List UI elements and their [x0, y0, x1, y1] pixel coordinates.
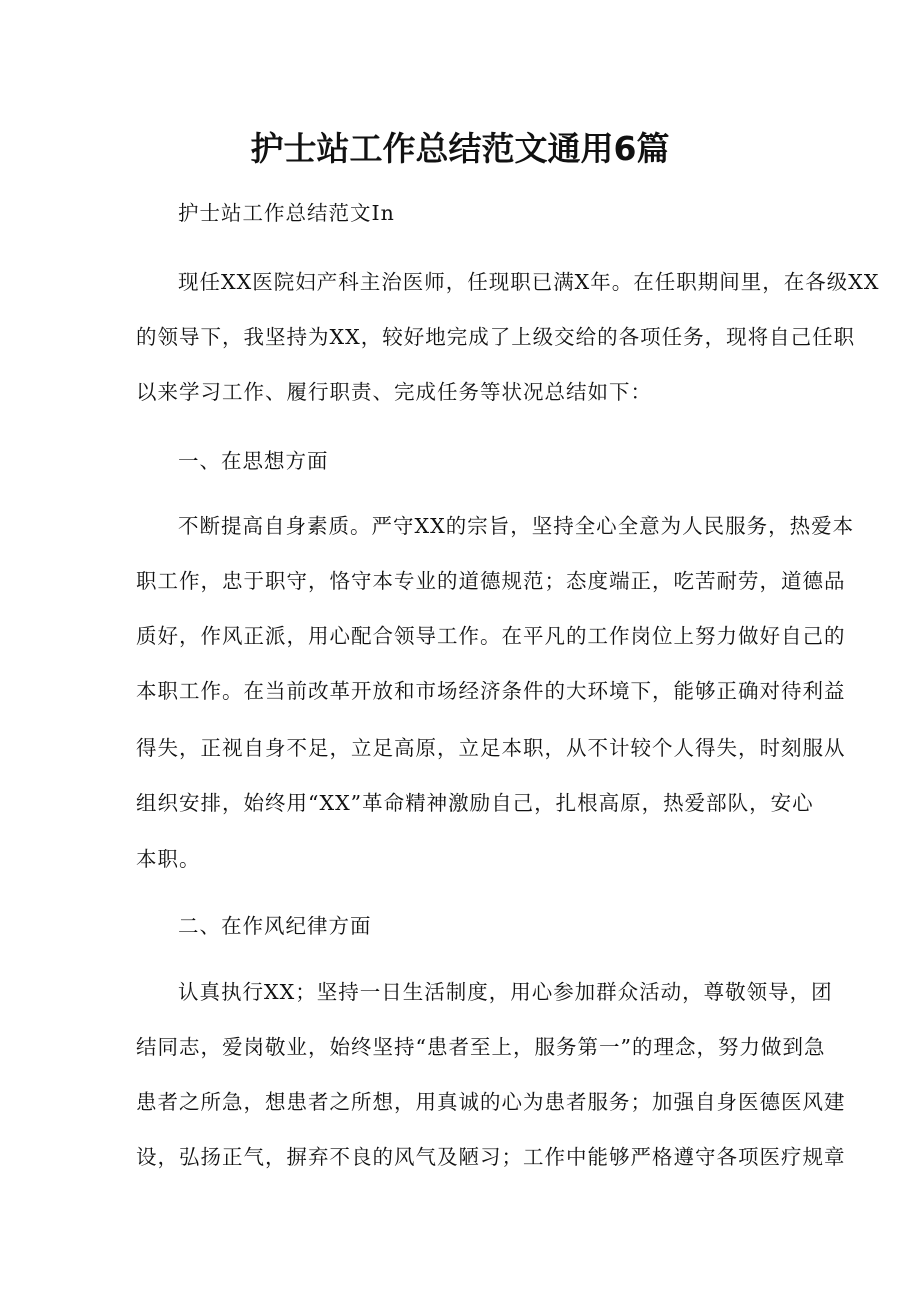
paragraph-line: 现任XX医院妇产科主治医师，任现职已满X年。在任职期间里，在各级XX [178, 270, 880, 294]
section-heading: 二、在作风纪律方面 [178, 914, 372, 938]
paragraph-line: 本职。 [136, 847, 201, 871]
document-title: 护士站工作总结范文通用6篇 [250, 129, 670, 168]
paragraph-line: 不断提高自身素质。严守XX的宗旨，坚持全心全意为人民服务，热爱本 [178, 514, 855, 538]
paragraph-line: 设，弘扬正气，摒弃不良的风气及陋习；工作中能够严格遵守各项医疗规章 [136, 1145, 846, 1169]
paragraph-line: 组织安排，始终用“XX”革命精神激励自己，扎根高原，热爱部队，安心 [136, 791, 814, 815]
paragraph-line: 职工作，忠于职守，恪守本专业的道德规范；态度端正，吃苦耐劳，道德品 [136, 569, 846, 593]
paragraph-line: 得失，正视自身不足，立足高原，立足本职，从不计较个人得失，时刻服从 [136, 736, 846, 760]
paragraph-line: 患者之所急，想患者之所想，用真诚的心为患者服务；加强自身医德医风建 [136, 1090, 846, 1114]
document-subtitle: 护士站工作总结范文In [178, 201, 395, 225]
paragraph-line: 认真执行XX；坚持一日生活制度，用心参加群众活动，尊敬领导，团 [178, 980, 833, 1004]
paragraph-line: 结同志，爱岗敬业，始终坚持“患者至上，服务第一”的理念，努力做到急 [136, 1035, 826, 1059]
paragraph-line: 质好，作风正派，用心配合领导工作。在平凡的工作岗位上努力做好自己的 [136, 624, 846, 648]
paragraph-line: 以来学习工作、履行职责、完成任务等状况总结如下： [136, 380, 652, 404]
paragraph-line: 本职工作。在当前改革开放和市场经济条件的大环境下，能够正确对待利益 [136, 679, 846, 703]
paragraph-line: 的领导下，我坚持为XX，较好地完成了上级交给的各项任务，现将自己任职 [136, 325, 856, 349]
section-heading: 一、在思想方面 [178, 449, 329, 473]
